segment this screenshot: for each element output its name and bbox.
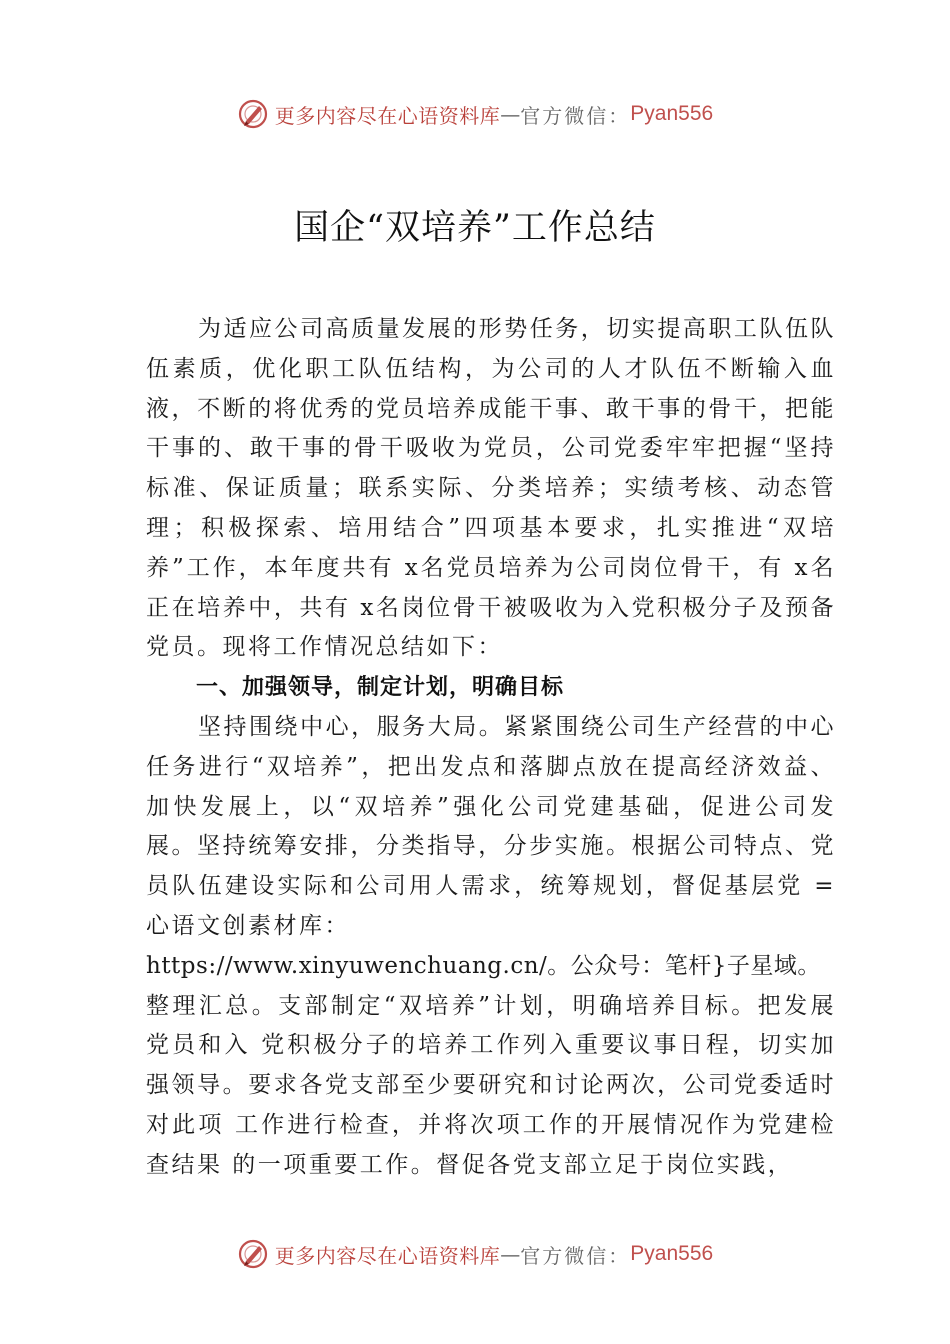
banner-wechat-id: Pyan556 (630, 102, 714, 125)
intro-paragraph: 为适应公司高质量发展的形势任务，切实提高职工队伍队伍素质，优化职工队伍结构，为公司的人才队伍不断输入血液，不断的将优秀的党员培养成能干事、敢干事的骨干，把能干事的、敢干事的骨干吸收为党员，公司党委牢牢把握“坚持标准、保证质量；联系实际、分类培养；实绩考核、动态管理；积极探索、培用结合”四项基本要求，扎实推进“双培养”工作，本年度共有 x名党员培养为公司岗位骨干，有 x名正在培养中，共有 x名岗位骨干被吸收为入党积极分子及预备党员。现将工作情况总结如下： (146, 316, 836, 661)
pen-seal-logo (237, 98, 269, 130)
banner-text: 更多内容尽在心语资料库 (274, 1243, 501, 1268)
watermark-banner-bottom (0, 1232, 950, 1276)
section-heading: 一、加强领导，制定计划，明确目标 (196, 675, 565, 701)
banner-wechat-label: 官方微信： (520, 103, 631, 128)
banner-separator: — (500, 1242, 521, 1266)
document-body (146, 310, 836, 1186)
watermark-banner-top (0, 92, 950, 136)
banner-text: 更多内容尽在心语资料库 (274, 103, 501, 128)
document-title: 国企“双培养”工作总结 (294, 208, 656, 248)
banner-wechat-id: Pyan556 (630, 1242, 714, 1265)
banner-separator: — (500, 102, 521, 126)
section-paragraph: 坚持围绕中心，服务大局。紧紧围绕公司生产经营的中心任务进行“双培养”，把出发点和落脚点放在提高经济效益、加快发展上，以“双培养”强化公司党建基础，促进公司发 展。坚持统筹安排，分类指导，分步实施。根据公司特点、党员队伍建设实际和公司用人需求，统筹规划，督促基层党 =心语文创素材库： (146, 713, 836, 939)
section-paragraph-continued: 整理汇总。支部制定“双培养”计划，明确培养目标。把发展党员和入 党积极分子的培养工作列入重要议事日程，切实加强领导。要求各党支部至少要研究和讨论两次，公司党委适时对此项 工作进行检查，并将次项工作的开展情况作为党建检查结果 的一项重要工作。督促各党支部立足于岗位实践， (146, 992, 836, 1178)
pen-seal-logo (237, 1238, 269, 1270)
source-url-line: https://www.xinyuwenchuang.cn/。公众号：笔杆}子星域。 (146, 952, 821, 979)
banner-wechat-label: 官方微信： (520, 1243, 631, 1268)
